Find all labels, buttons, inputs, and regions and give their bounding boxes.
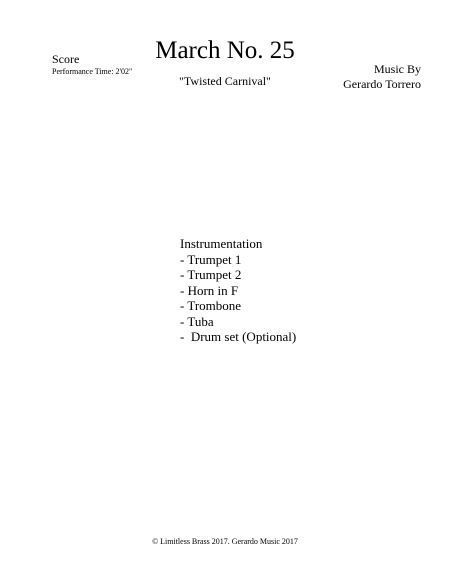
composer-credit xyxy=(343,62,421,92)
instrument-item: - Trombone xyxy=(180,298,242,313)
composer-name: Gerardo Torrero xyxy=(343,77,421,91)
instrument-item: - Trumpet 1 xyxy=(180,251,242,267)
composer-credit-line: Music By xyxy=(373,62,421,76)
copyright-notice: © Limitless Brass 2017. Gerardo Music 2017 xyxy=(152,537,298,546)
instrument-item: - Trumpet 2 xyxy=(180,267,242,282)
performance-time: Performance Time: 2'02" xyxy=(52,67,133,76)
instrumentation-list xyxy=(180,236,296,345)
instrument-items xyxy=(180,252,296,345)
piece-title: March No. 25 xyxy=(155,37,295,64)
score-label: Score xyxy=(52,52,80,66)
instrument-item: - Horn in F xyxy=(180,282,239,298)
instrument-item: - Tuba xyxy=(180,313,214,329)
piece-subtitle: "Twisted Carnival" xyxy=(179,74,271,88)
instrument-item: - Drum set (Optional) xyxy=(180,329,297,344)
instrumentation-heading: Instrumentation xyxy=(180,236,263,251)
